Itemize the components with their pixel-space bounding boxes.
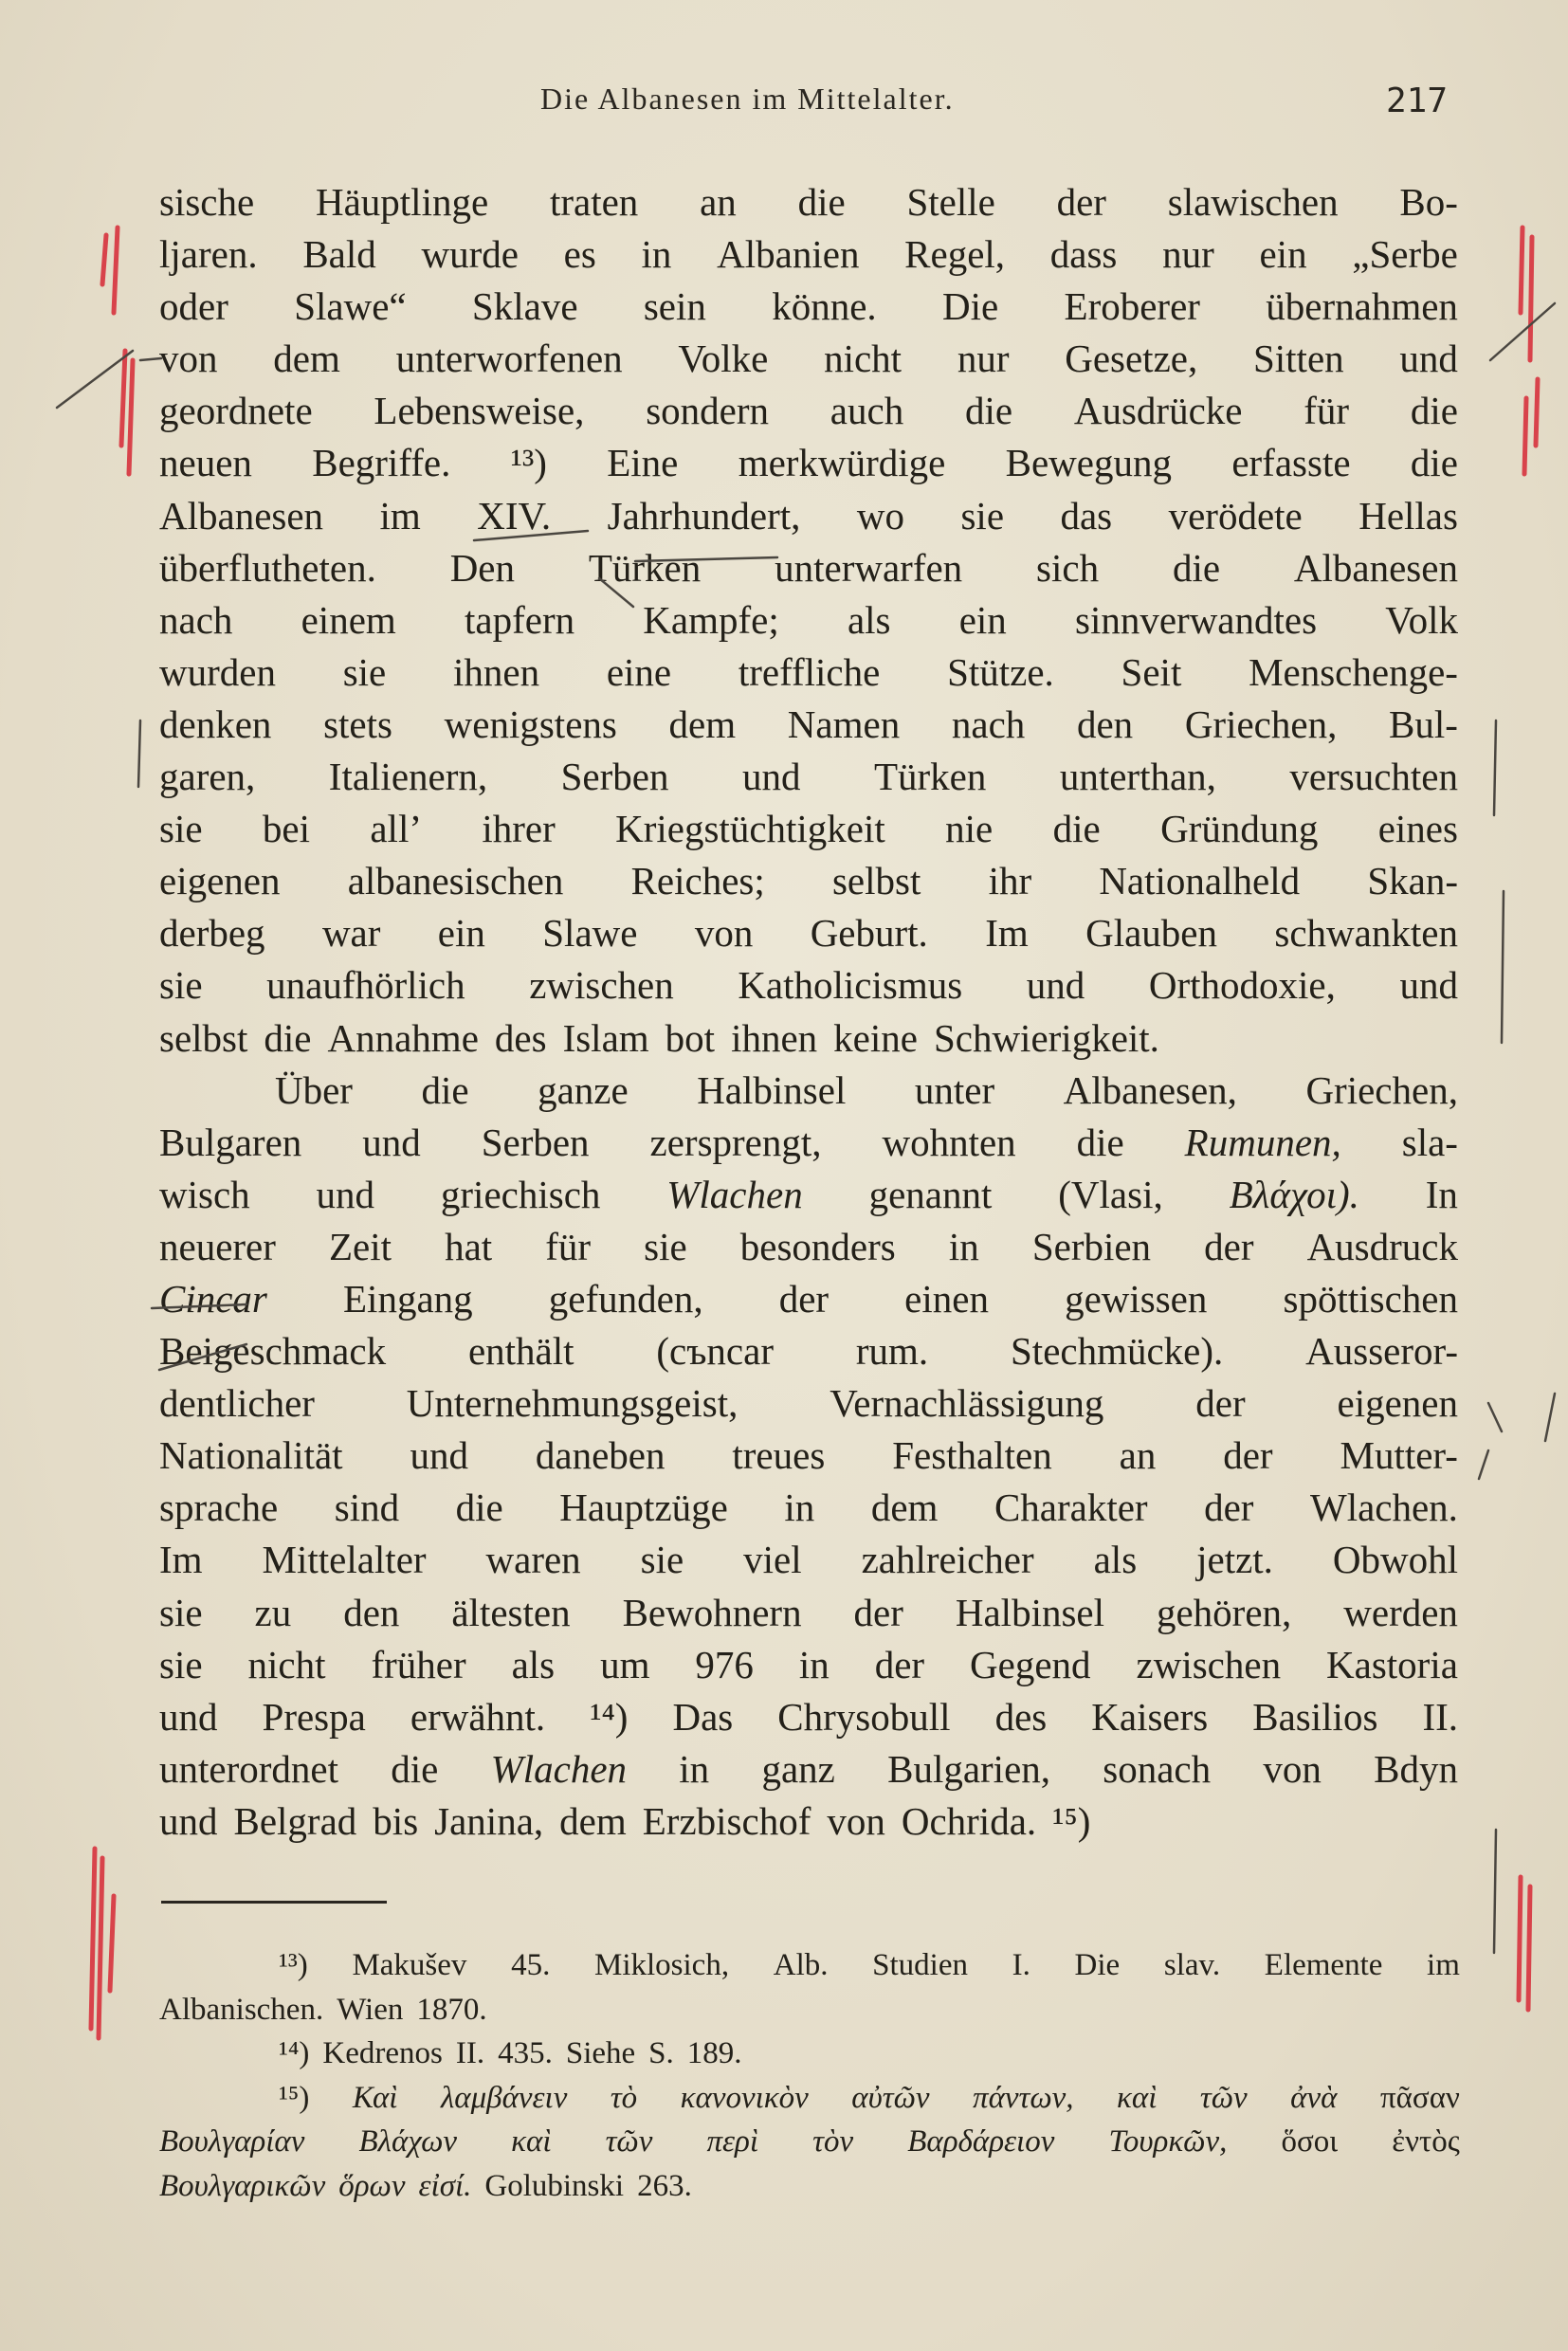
text-line: sie bei all’ ihrer Kriegstüchtigkeit nie die Gründung eines <box>159 807 1458 851</box>
text-line: derbeg war ein Slawe von Geburt. Im Glauben schwankten <box>159 911 1458 956</box>
footnote-line: Albanischen. Wien 1870. <box>159 1992 487 2027</box>
footnote-line: ¹⁴) Kedrenos II. 435. Siehe S. 189. <box>279 2036 742 2070</box>
text-line: von dem unterworfenen Volke nicht nur Gesetze, Sitten und <box>159 337 1458 381</box>
text-line: garen, Italienern, Serben und Türken unterthan, versuchten <box>159 755 1458 799</box>
text-line: sie unaufhörlich zwischen Katholicismus und Orthodoxie, und <box>159 963 1458 1008</box>
text-line: Im Mittelalter waren sie viel zahlreicher als jetzt. Obwohl <box>159 1538 1458 1582</box>
text-line: Bulgaren und Serben zersprengt, wohnten die Rumunen, sla- <box>159 1120 1458 1164</box>
text-line: denken stets wenigstens dem Namen nach den Griechen, Bul- <box>159 702 1458 746</box>
text-line: ljaren. Bald wurde es in Albanien Regel, dass nur ein „Serbe <box>159 232 1458 277</box>
red-pencil-marks-left <box>91 228 133 2038</box>
text-line: selbst die Annahme des Islam bot ihnen keine Schwierigkeit. <box>159 1015 1159 1060</box>
text-line: sische Häuptlinge traten an die Stelle der slawischen Bo- <box>159 180 1458 224</box>
text-line: wisch und griechisch Wlachen genannt (Vlasi, Βλάχοι). In <box>159 1172 1458 1216</box>
running-title: Die Albanesen im Mittelalter. <box>540 82 955 116</box>
text-line: sie nicht früher als um 976 in der Gegend zwischen Kastoria <box>159 1642 1458 1686</box>
text-line: unterordnet die Wlachen in ganz Bulgarien, sonach von Bdyn <box>159 1746 1458 1791</box>
text-line: geordnete Lebensweise, sondern auch die Ausdrücke für die <box>159 389 1458 433</box>
text-line: eigenen albanesischen Reiches; selbst ihr Nationalheld Skan- <box>159 859 1458 903</box>
text-line: Über die ganze Halbinsel unter Albanesen, Griechen, <box>275 1067 1458 1112</box>
footnote-line: Βουλγαρικῶν ὅρων εἰσί. Golubinski 263. <box>159 2168 692 2203</box>
text-line: sie zu den ältesten Bewohnern der Halbinsel gehören, werden <box>159 1590 1458 1634</box>
text-line: Cincar Eingang gefunden, der einen gewissen spöttischen <box>159 1276 1458 1321</box>
text-line: und Belgrad bis Janina, dem Erzbischof von Ochrida. ¹⁵) <box>159 1798 1091 1843</box>
text-line: Albanesen im XIV. Jahrhundert, wo sie das verödete Hellas <box>159 493 1458 538</box>
text-line: sprache sind die Hauptzüge in dem Charakter der Wlachen. <box>159 1485 1458 1530</box>
page-number: 217 <box>1386 82 1449 120</box>
text-line: oder Slawe“ Sklave sein könne. Die Eroberer übernahmen <box>159 284 1458 329</box>
text-line: nach einem tapfern Kampfe; als ein sinnverwandtes Volk <box>159 597 1458 642</box>
footnote-line: ¹⁵) Καὶ λαμβάνειν τὸ κανονικὸν αὐτῶν πάντων, καὶ τῶν ἀνὰ πᾶσαν <box>279 2080 1460 2115</box>
text-line: überflutheten. Den Türken unterwarfen sich die Albanesen <box>159 545 1458 590</box>
text-line: wurden sie ihnen eine treffliche Stütze. Seit Menschenge- <box>159 649 1458 694</box>
footnote-line: ¹³) Makušev 45. Miklosich, Alb. Studien I. Die slav. Elemente im <box>279 1948 1460 1982</box>
footnote-line: Βουλγαρίαν Βλάχων καὶ τῶν περὶ τὸν Βαρδάρειον Τουρκῶν, ὅσοι ἐντὸς <box>159 2124 1460 2159</box>
text-line: Nationalität und daneben treues Festhalten an der Mutter- <box>159 1433 1458 1478</box>
text-line: neuerer Zeit hat für sie besonders in Serbien der Ausdruck <box>159 1224 1458 1268</box>
text-line: Beigeschmack enthält (cъncar rum. Stechmücke). Ausseror- <box>159 1329 1458 1374</box>
pencil-marks <box>57 303 1555 1953</box>
text-line: dentlicher Unternehmungsgeist, Vernachlässigung der eigenen <box>159 1381 1458 1426</box>
red-pencil-marks-right <box>1519 228 1538 2010</box>
text-line: und Prespa erwähnt. ¹⁴) Das Chrysobull des Kaisers Basilios II. <box>159 1694 1458 1739</box>
text-line: neuen Begriffe. ¹³) Eine merkwürdige Bewegung erfasste die <box>159 441 1458 485</box>
